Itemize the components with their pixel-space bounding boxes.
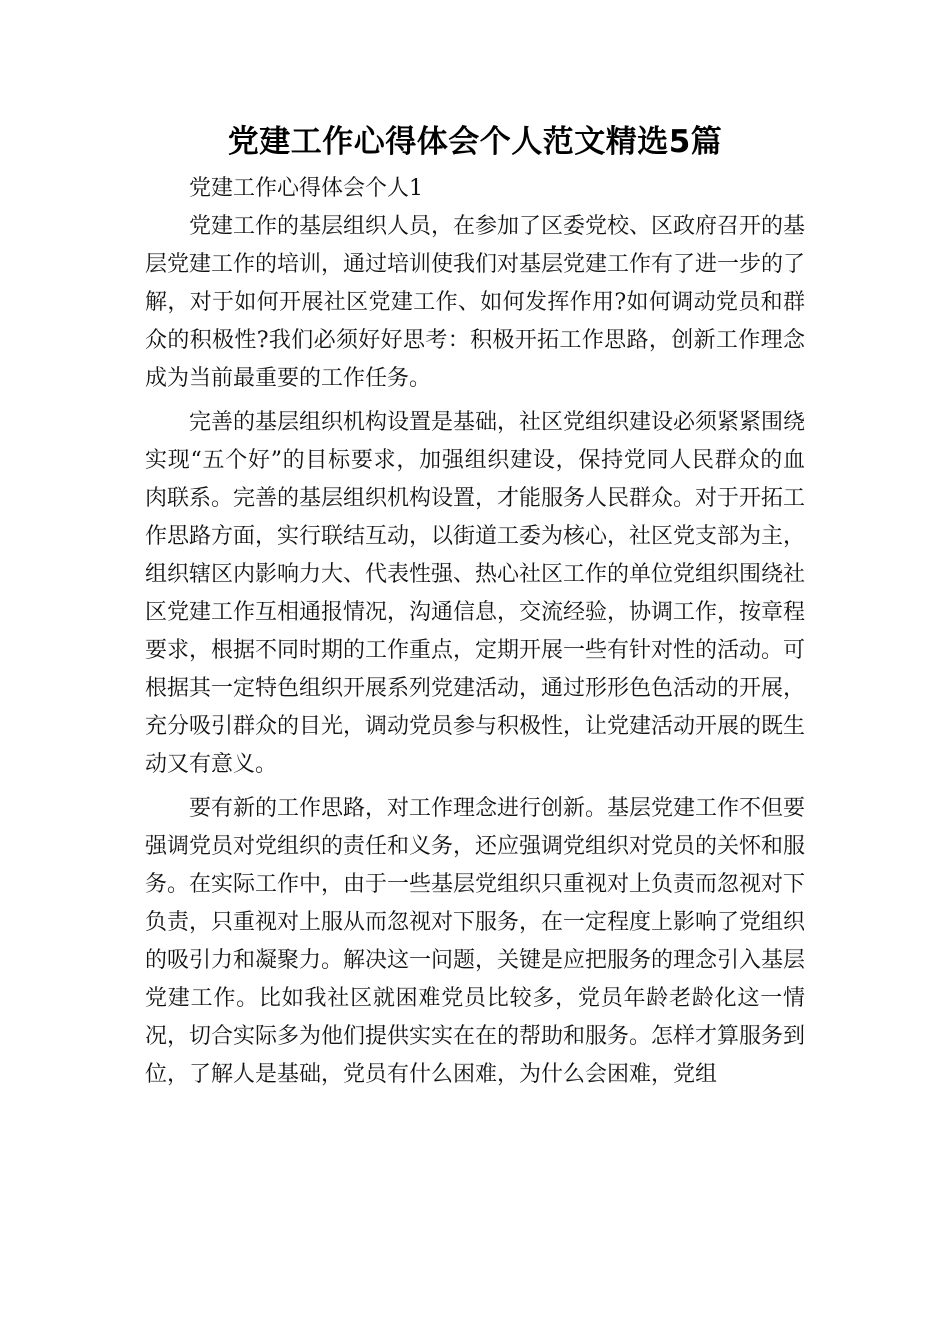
section-heading: 党建工作心得体会个人1 <box>189 176 423 201</box>
body-paragraph: 要有新的工作思路，对工作理念进行创新。基层党建工作不但要强调党员对党组织的责任和义务，还应强调党组织对党员的关怀和服务。在实际工作中，由于一些基层党组织只重视对上负责而忽视对下负责，只重视对上服从而忽视对下服务，在一定程度上影响了党组织的吸引力和凝聚力。解决这一问题，关键是应把服务的理念引入基层党建工作。比如我社区就困难党员比较多，党员年龄老龄化这一情况，切合实际多为他们提供实实在在的帮助和服务。怎样才算服务到位，了解人是基础，党员有什么困难，为什么会困难，党组 <box>145 796 806 1087</box>
body-paragraph: 党建工作的基层组织人员，在参加了区委党校、区政府召开的基层党建工作的培训，通过培训使我们对基层党建工作有了进一步的了解，对于如何开展社区党建工作、如何发挥作用?如何调动党员和群众的积极性?我们必须好好思考：积极开拓工作思路，创新工作理念成为当前最重要的工作任务。 <box>145 214 806 391</box>
body-paragraph: 完善的基层组织机构设置是基础，社区党组织建设必须紧紧围绕实现“五个好”的目标要求，加强组织建设，保持党同人民群众的血肉联系。完善的基层组织机构设置，才能服务人民群众。对于开拓工作思路方面，实行联结互动，以街道工委为核心，社区党支部为主，组织辖区内影响力大、代表性强、热心社区工作的单位党组织围绕社区党建工作互相通报情况，沟通信息，交流经验，协调工作，按章程要求，根据不同时期的工作重点，定期开展一些有针对性的活动。可根据其一定特色组织开展系列党建活动，通过形形色色活动的开展，充分吸引群众的目光，调动党员参与积极性，让党建活动开展的既生动又有意义。 <box>145 410 806 777</box>
document-body <box>145 170 805 1094</box>
document-title: 党建工作心得体会个人范文精选5篇 <box>227 124 723 160</box>
